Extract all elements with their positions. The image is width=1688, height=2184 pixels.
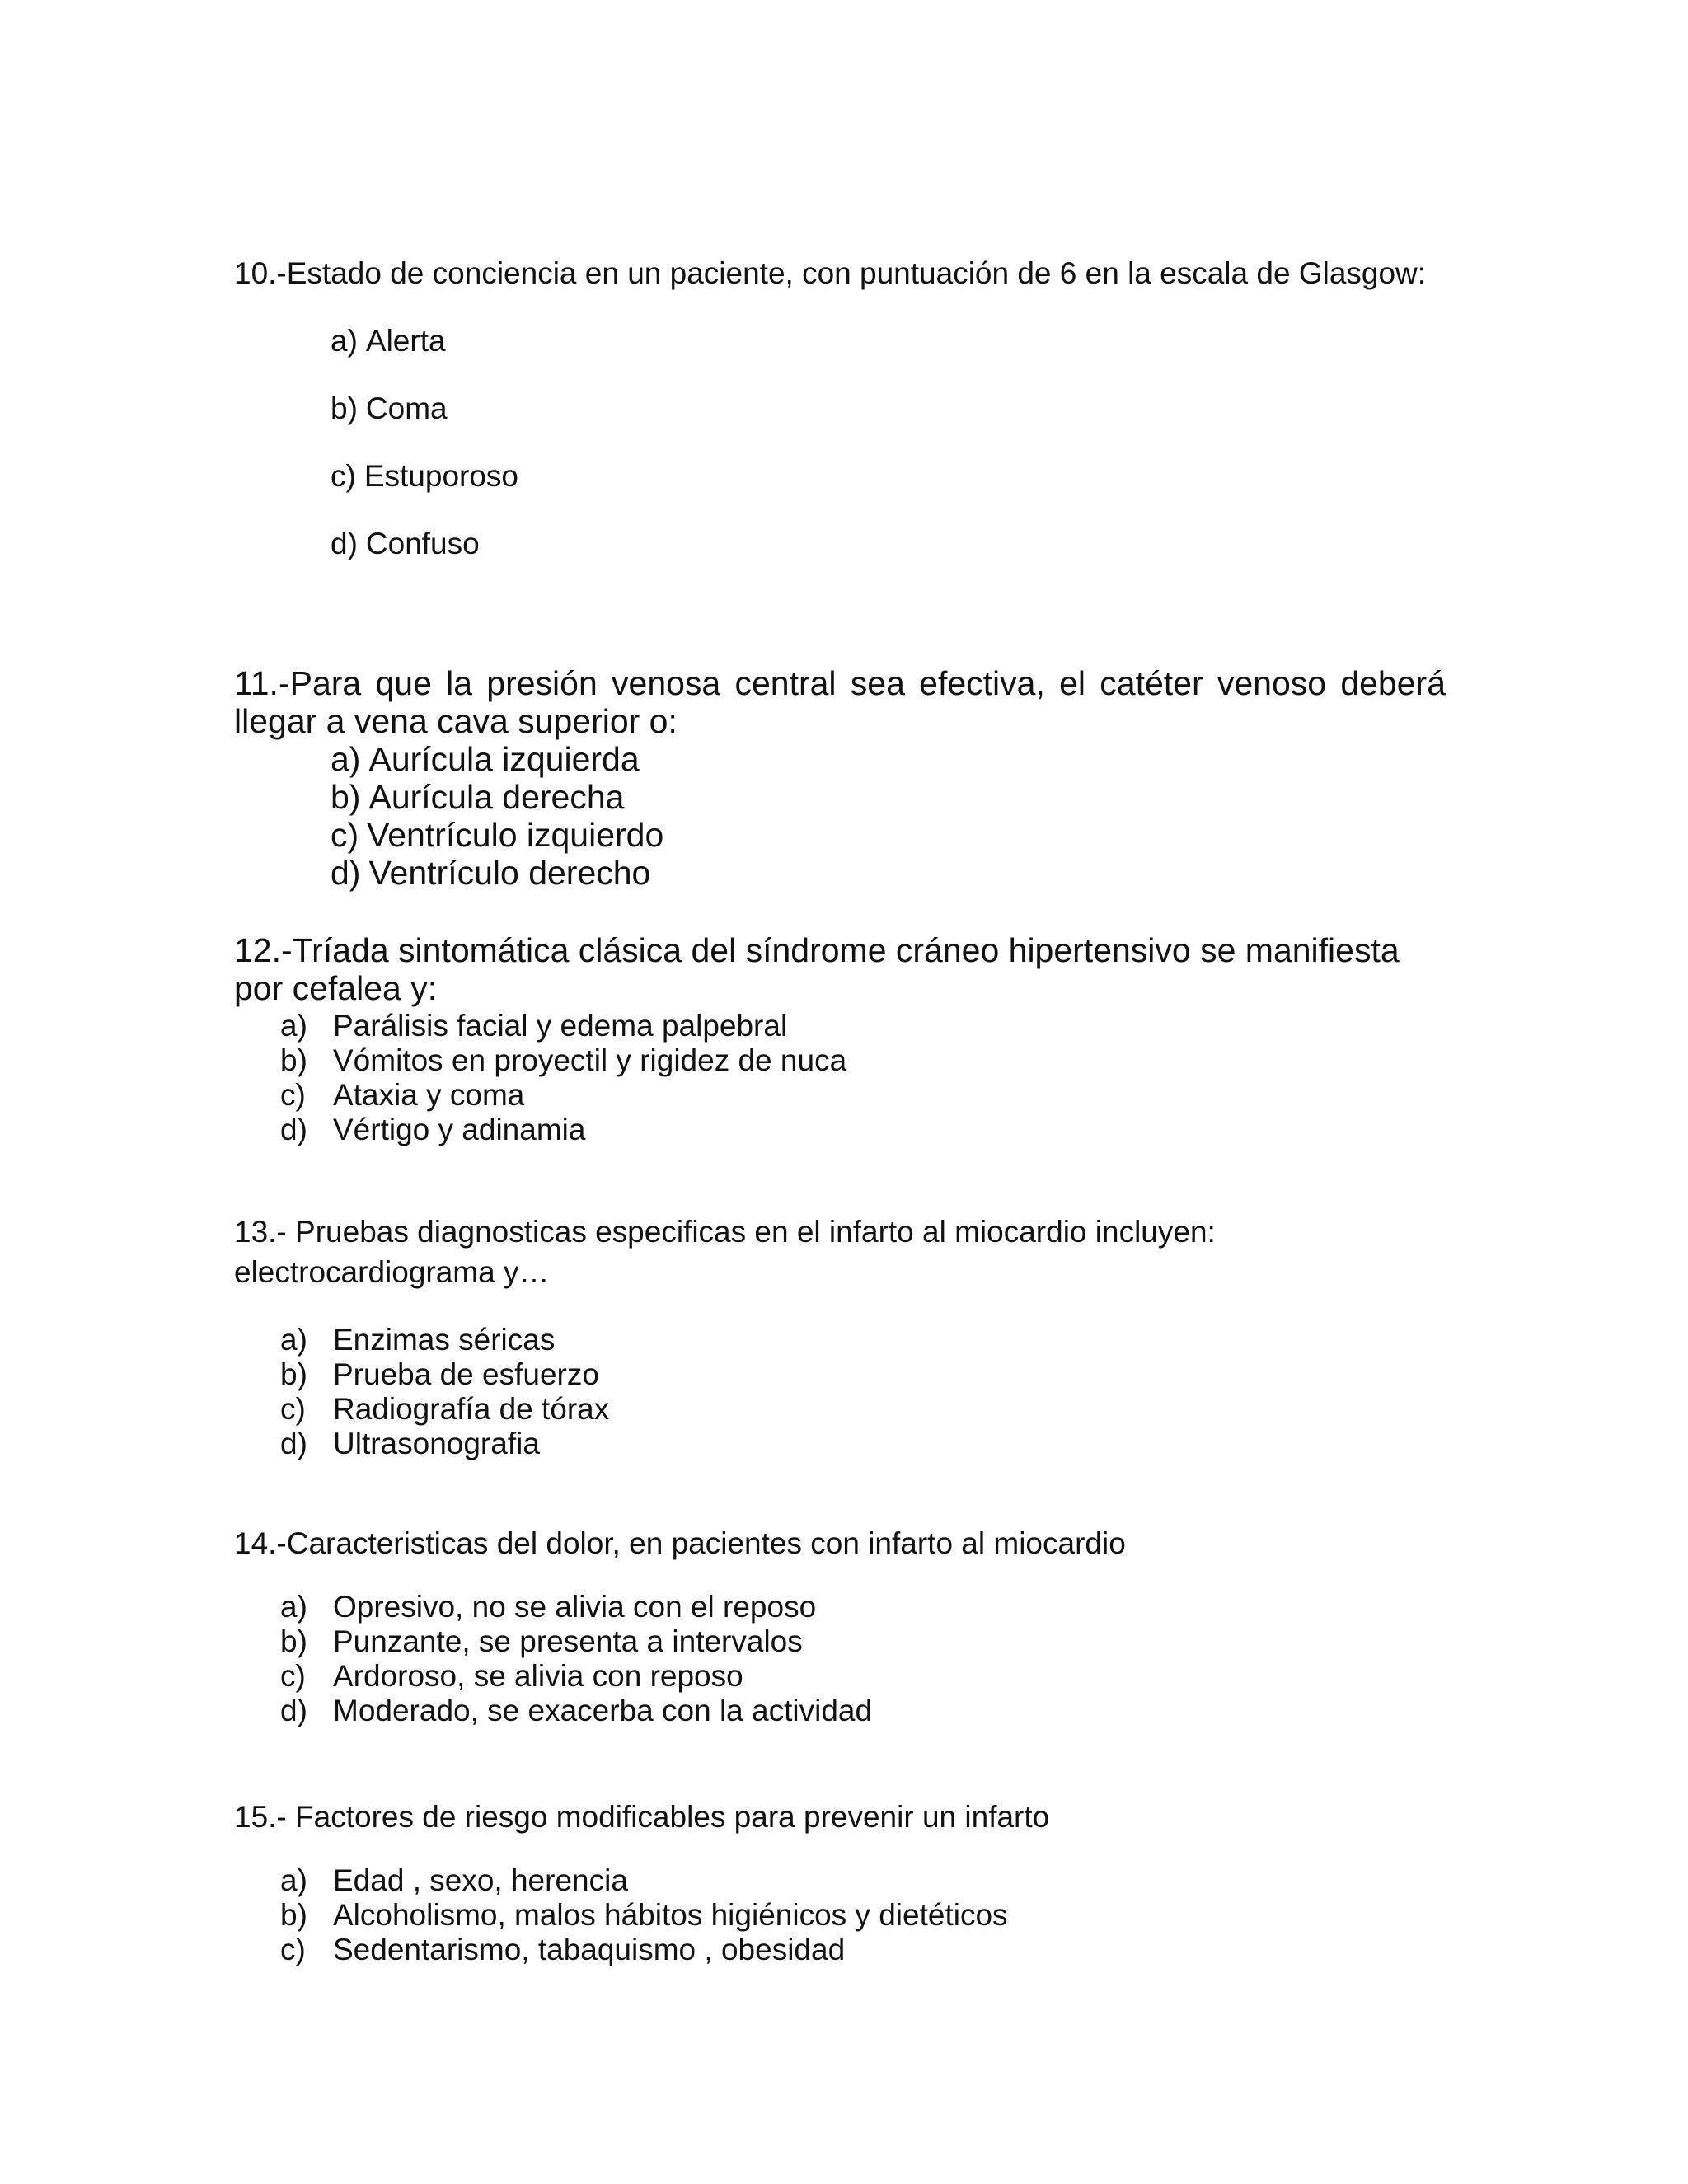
option-letter: d) — [331, 527, 358, 561]
option-item — [280, 1659, 1446, 1694]
option-item — [331, 854, 1446, 892]
option-letter: b) — [280, 1357, 307, 1391]
question-11 — [234, 664, 1446, 892]
options-list — [331, 740, 1446, 892]
option-item — [331, 778, 1446, 816]
option-item — [331, 527, 1446, 594]
question-text: 15.- Factores de riesgo modificables para prevenir un infarto — [234, 1800, 1050, 1834]
option-letter: d) — [280, 1427, 307, 1460]
option-letter: a) — [280, 1009, 307, 1043]
question-text — [234, 1212, 1446, 1292]
option-letter: b) — [280, 1043, 307, 1077]
question-text: 11.-Para que la presión venosa central sea efectiva, el catéter venoso deberá llegar a vena cava superior o: — [234, 664, 1446, 740]
question-text: 10.-Estado de conciencia en un paciente, con puntuación de 6 en la escala de Glasgow: — [234, 256, 1427, 290]
option-letter: b) — [280, 1898, 307, 1932]
option-text: Enzimas séricas — [333, 1323, 556, 1357]
option-text: Coma — [365, 391, 448, 426]
option-item — [280, 1590, 1446, 1624]
option-letter: d) — [331, 854, 361, 892]
option-text: Parálisis facial y edema palpebral — [333, 1009, 788, 1043]
option-text: Ventrículo derecho — [368, 854, 651, 892]
option-text: Alcoholismo, malos hábitos higiénicos y dietéticos — [333, 1898, 1008, 1932]
option-letter: c) — [280, 1659, 306, 1693]
option-item — [331, 324, 1446, 391]
option-text: Ventrículo izquierdo — [367, 816, 664, 854]
option-letter: b) — [280, 1624, 307, 1658]
question-text-line: electrocardiograma y… — [234, 1255, 550, 1289]
option-item — [280, 1323, 1446, 1357]
option-text: Alerta — [365, 324, 446, 359]
option-item — [280, 1357, 1446, 1392]
option-letter: c) — [280, 1078, 306, 1112]
option-letter: a) — [280, 1590, 307, 1624]
option-text: Ataxia y coma — [333, 1078, 525, 1112]
option-item — [331, 740, 1446, 778]
option-letter: a) — [331, 740, 361, 778]
option-letter: b) — [331, 391, 358, 426]
option-letter: a) — [331, 324, 358, 359]
option-text: Vómitos en proyectil y rigidez de nuca — [333, 1043, 847, 1077]
option-text: Sedentarismo, tabaquismo , obesidad — [333, 1933, 846, 1966]
option-text: Edad , sexo, herencia — [333, 1863, 628, 1897]
option-text: Ardoroso, se alivia con reposo — [333, 1659, 743, 1693]
options-list — [280, 1590, 1446, 1728]
option-text: Confuso — [365, 527, 480, 561]
option-text: Ultrasonografia — [333, 1427, 540, 1460]
option-text: Estuporoso — [363, 459, 518, 494]
option-text: Aurícula derecha — [368, 778, 625, 816]
option-text: Opresivo, no se alivia con el reposo — [333, 1590, 817, 1624]
option-text: Radiografía de tórax — [333, 1392, 610, 1426]
options-list — [280, 1863, 1446, 1967]
option-item — [280, 1694, 1446, 1728]
option-text: Prueba de esfuerzo — [333, 1357, 599, 1391]
option-item — [331, 391, 1446, 459]
option-letter: b) — [331, 778, 361, 816]
question-13 — [234, 1212, 1446, 1461]
option-item — [280, 1078, 1446, 1113]
option-item — [280, 1624, 1446, 1659]
option-letter: d) — [280, 1694, 307, 1727]
question-text: 12.-Tríada sintomática clásica del síndrome cráneo hipertensivo se manifiesta por cefalea y: — [234, 931, 1400, 1007]
option-letter: c) — [280, 1392, 306, 1426]
option-text: Vértigo y adinamia — [333, 1113, 586, 1146]
options-list — [331, 324, 1446, 594]
question-12 — [234, 931, 1446, 1147]
option-item — [280, 1043, 1446, 1078]
question-text: 14.-Caracteristicas del dolor, en pacientes con infarto al miocardio — [234, 1526, 1126, 1560]
option-item — [280, 1933, 1446, 1967]
question-15 — [234, 1797, 1446, 1967]
option-item — [280, 1009, 1446, 1043]
option-item — [280, 1392, 1446, 1427]
question-text-line: 13.- Pruebas diagnosticas especificas en el infarto al miocardio incluyen: — [234, 1215, 1216, 1249]
option-text: Moderado, se exacerba con la actividad — [333, 1694, 873, 1727]
option-item — [331, 816, 1446, 854]
option-letter: a) — [280, 1323, 307, 1357]
option-text: Punzante, se presenta a intervalos — [333, 1624, 803, 1658]
question-14 — [234, 1523, 1446, 1728]
option-letter: c) — [280, 1933, 306, 1966]
option-text: Aurícula izquierda — [368, 740, 640, 778]
option-item — [280, 1898, 1446, 1933]
option-letter: a) — [280, 1863, 307, 1897]
option-letter: c) — [331, 816, 359, 854]
option-item — [280, 1863, 1446, 1898]
options-list — [280, 1009, 1446, 1147]
option-item — [331, 459, 1446, 527]
option-letter: c) — [331, 459, 356, 494]
option-item — [280, 1427, 1446, 1461]
option-letter: d) — [280, 1113, 307, 1146]
options-list — [280, 1323, 1446, 1461]
option-item — [280, 1113, 1446, 1147]
question-10 — [234, 254, 1446, 594]
